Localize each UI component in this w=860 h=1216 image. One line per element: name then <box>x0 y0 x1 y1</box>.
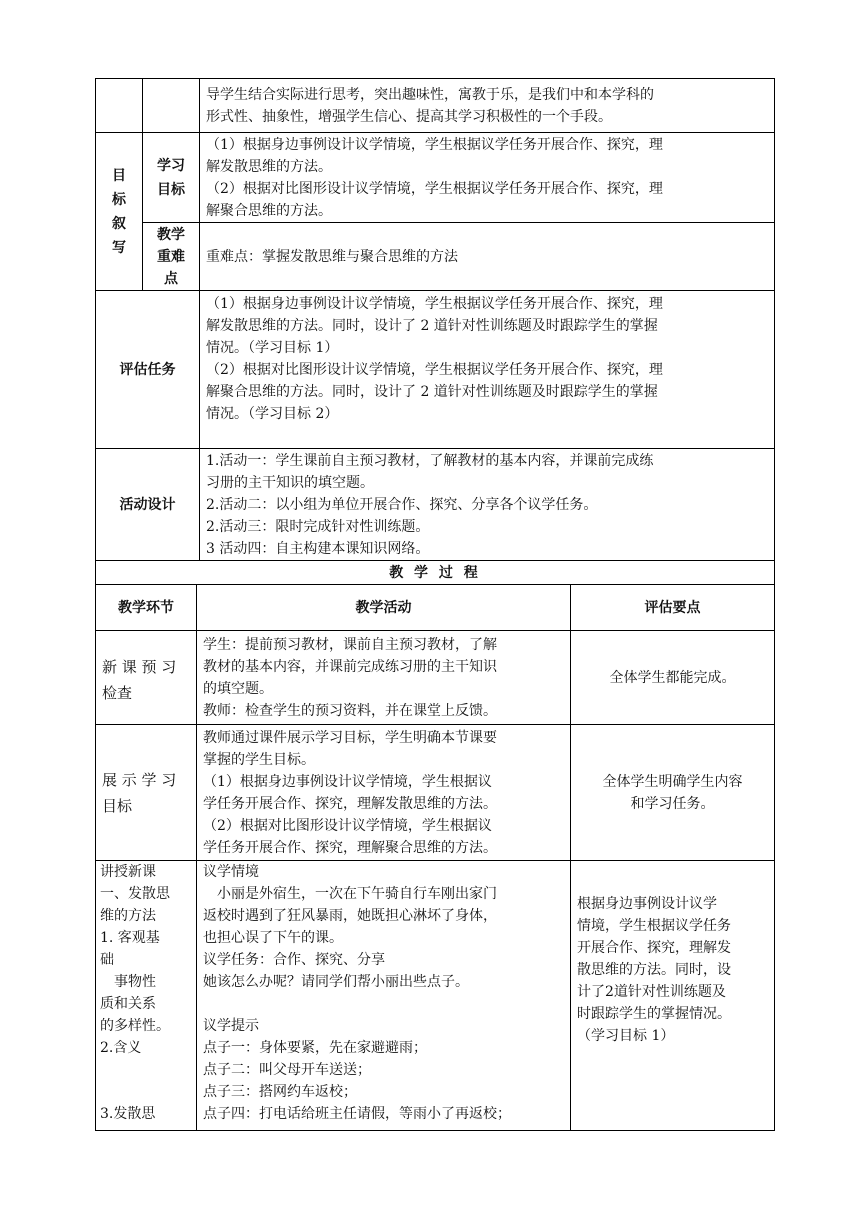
points-cell: 全体学生都能完成。 <box>571 631 775 725</box>
goals-section-label: 目 标 叙 写 <box>96 133 143 291</box>
table-row <box>96 631 775 725</box>
header-activity: 教学活动 <box>197 585 571 631</box>
key-points-label: 教学 重难 点 <box>143 223 200 291</box>
process-table <box>95 560 775 1131</box>
activity-cell: 学生：提前预习教材，课前自主预习教材，了解 教材的基本内容，并课前完成练习册的主干知识 的填空题。 教师：检查学生的预习资料，并在课堂上反馈。 <box>197 631 571 725</box>
process-title: 教 学 过 程 <box>96 561 775 585</box>
points-cell: 根据身边事例设计议学 情境，学生根据议学任务 开展合作、探究，理解发 散思维的方法。同时，设 计了2道针对性训练题及 时跟踪学生的掌握情况。 （学习目标 1） <box>571 861 775 1131</box>
header-points: 评估要点 <box>571 585 775 631</box>
header-stage: 教学环节 <box>96 585 197 631</box>
activity-cell: 议学情境 小丽是外宿生，一次在下午骑自行车刚出家门 返校时遇到了狂风暴雨，她既担心淋坏了身体， 也担心误了下午的课。 议学任务：合作、探究、分享 她该怎么办呢？请同学们帮小丽出些点子。 议学提示 点子一：身体要紧，先在家避避雨； 点子二：叫父母开车送送； 点子三：搭网约车返校； 点子四：打电话给班主任请假，等雨小了再返校； <box>197 861 571 1131</box>
assessment-label: 评估任务 <box>96 291 200 449</box>
points-cell: 全体学生明确学生内容 和学习任务。 <box>571 725 775 861</box>
stage-cell: 讲授新课 一、发散思 维的方法 1. 客观基 础 事物性 质和关系 的多样性。 2.含义 3.发散思 <box>96 861 197 1131</box>
table-row <box>96 725 775 861</box>
key-points-row <box>96 223 775 291</box>
intro-row <box>96 79 775 133</box>
activities-label: 活动设计 <box>96 449 200 561</box>
intro-text: 导学生结合实际进行思考，突出趣味性，寓教于乐，是我们中和本学科的 形式性、抽象性，增强学生信心、提高其学习积极性的一个手段。 <box>200 79 775 133</box>
process-title-row <box>96 561 775 585</box>
assessment-row <box>96 291 775 449</box>
learning-goals-row <box>96 133 775 223</box>
table-row <box>96 861 775 1131</box>
activities-text: 1.活动一：学生课前自主预习教材，了解教材的基本内容，并课前完成练 习册的主干知识的填空题。 2.活动二：以小组为单位开展合作、探究、分享各个议学任务。 2.活动三：限时完成针对性训练题。 3 活动四：自主构建本课知识网络。 <box>200 449 775 561</box>
activity-cell: 教师通过课件展示学习目标，学生明确本节课要 掌握的学生目标。 （1）根据身边事例设计议学情境，学生根据议 学任务开展合作、探究，理解发散思维的方法。 （2）根据对比图形设计议学情境，学生根据议 学任务开展合作、探究，理解聚合思维的方法。 <box>197 725 571 861</box>
goals-table <box>95 78 775 561</box>
learning-goals-text: （1）根据身边事例设计议学情境，学生根据议学任务开展合作、探究，理 解发散思维的方法。 （2）根据对比图形设计议学情境，学生根据议学任务开展合作、探究，理 解聚合思维的方法。 <box>200 133 775 223</box>
process-header-row <box>96 585 775 631</box>
learning-goals-label: 学习 目标 <box>143 133 200 223</box>
key-points-text: 重难点：掌握发散思维与聚合思维的方法 <box>200 223 775 291</box>
activities-row <box>96 449 775 561</box>
assessment-text: （1）根据身边事例设计议学情境，学生根据议学任务开展合作、探究，理 解发散思维的方法。同时，设计了 2 道针对性训练题及时跟踪学生的掌握 情况。（学习目标 1） （2）根据对比图形设计议学情境，学生根据议学任务开展合作、探究，理 解聚合思维的方法。同时，设计了 2 道针对性训练题及时跟踪学生的掌握 情况。（学习目标 2） <box>200 291 775 449</box>
lesson-plan-page <box>95 78 774 1131</box>
stage-cell: 展 示 学 习 目标 <box>96 725 197 861</box>
stage-cell: 新 课 预 习 检查 <box>96 631 197 725</box>
